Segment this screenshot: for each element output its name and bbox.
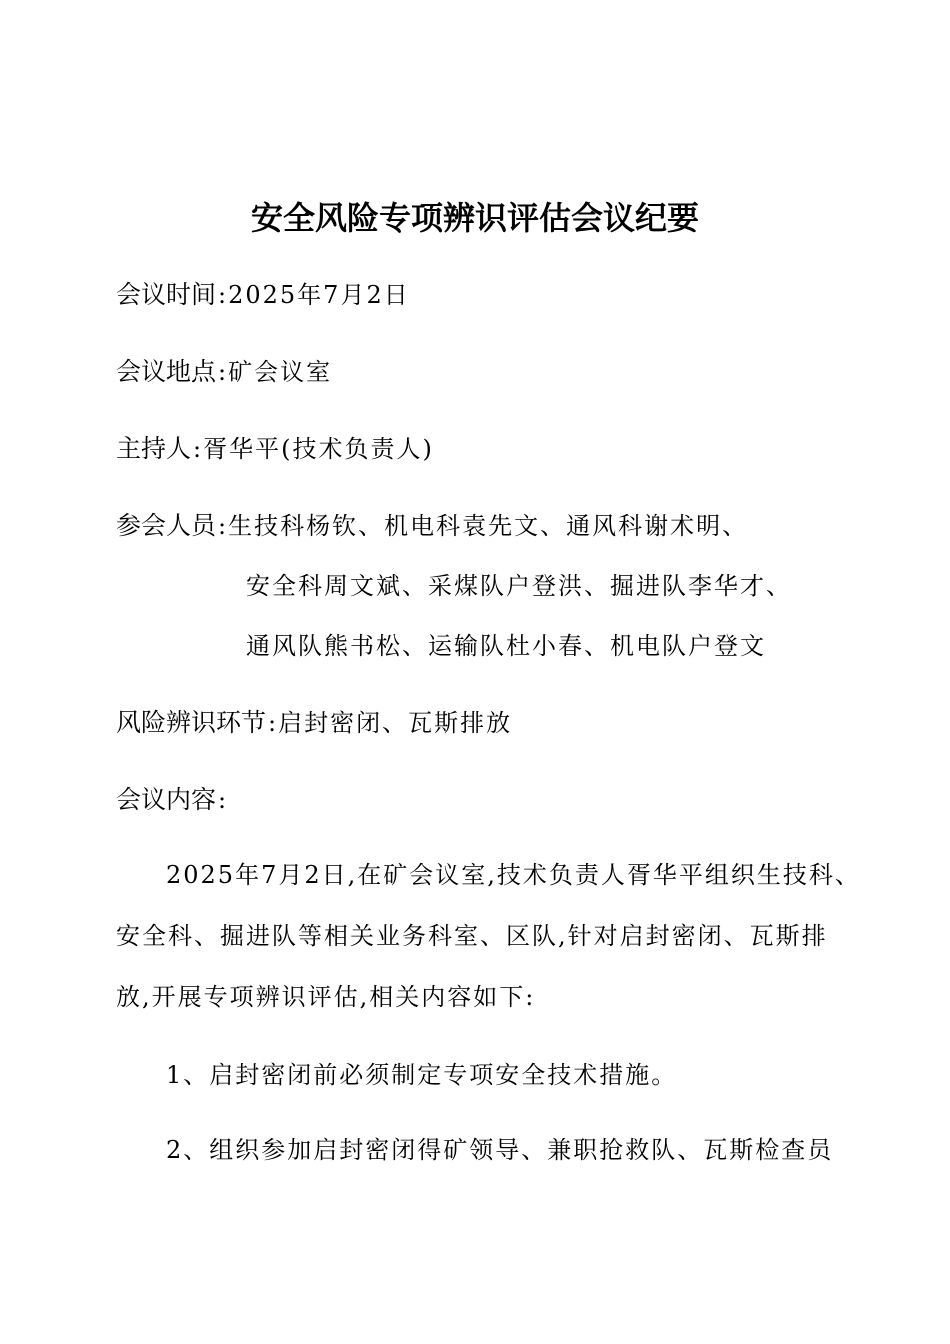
meeting-place-value: 矿会议室 bbox=[228, 358, 333, 386]
item-1: 1、启封密闭前必须制定专项安全技术措施。 bbox=[166, 1061, 678, 1089]
item-2: 2、组织参加启封密闭得矿领导、兼职抢救队、瓦斯检查员 bbox=[166, 1136, 834, 1164]
attendees-line-3: 通风队熊书松、运输队杜小春、机电队户登文 bbox=[246, 632, 766, 660]
host-label: 主持人 bbox=[116, 434, 192, 463]
risk-stage-label: 风险辨识环节 bbox=[116, 708, 267, 737]
host-value: 胥华平(技术负责人) bbox=[203, 435, 434, 463]
meeting-place-row bbox=[116, 355, 332, 390]
intro-line-1: 2025年7月2日,在矿会议室,技术负责人胥华平组织生技科、 bbox=[166, 861, 861, 889]
content-row bbox=[116, 783, 228, 818]
content-label: 会议内容 bbox=[116, 785, 217, 814]
intro-line-2: 安全科、掘进队等相关业务科室、区队,针对启封密闭、瓦斯排 bbox=[116, 922, 828, 950]
intro-line-3: 放,开展专项辨识评估,相关内容如下: bbox=[116, 983, 536, 1011]
meeting-time-value: 2025年7月2日 bbox=[228, 281, 410, 309]
attendees-line-1: 生技科杨钦、机电科袁先文、通风科谢术明、 bbox=[228, 512, 749, 540]
colon: : bbox=[218, 358, 227, 386]
document-title: 安全风险专项辨识评估会议纪要 bbox=[250, 199, 699, 237]
attendees-label: 参会人员 bbox=[116, 511, 217, 540]
colon: : bbox=[193, 435, 202, 463]
host-row bbox=[116, 432, 434, 467]
risk-stage-value: 启封密闭、瓦斯排放 bbox=[278, 709, 513, 737]
colon: : bbox=[268, 709, 277, 737]
risk-stage-row bbox=[116, 706, 512, 741]
meeting-time-label: 会议时间 bbox=[116, 280, 217, 309]
colon: : bbox=[218, 786, 227, 814]
attendees-line-2: 安全科周文斌、采煤队户登洪、掘进队李华才、 bbox=[246, 572, 792, 600]
colon: : bbox=[218, 512, 227, 540]
meeting-time-row bbox=[116, 278, 410, 313]
meeting-place-label: 会议地点 bbox=[116, 357, 217, 386]
attendees-row bbox=[116, 509, 748, 544]
colon: : bbox=[218, 281, 227, 309]
